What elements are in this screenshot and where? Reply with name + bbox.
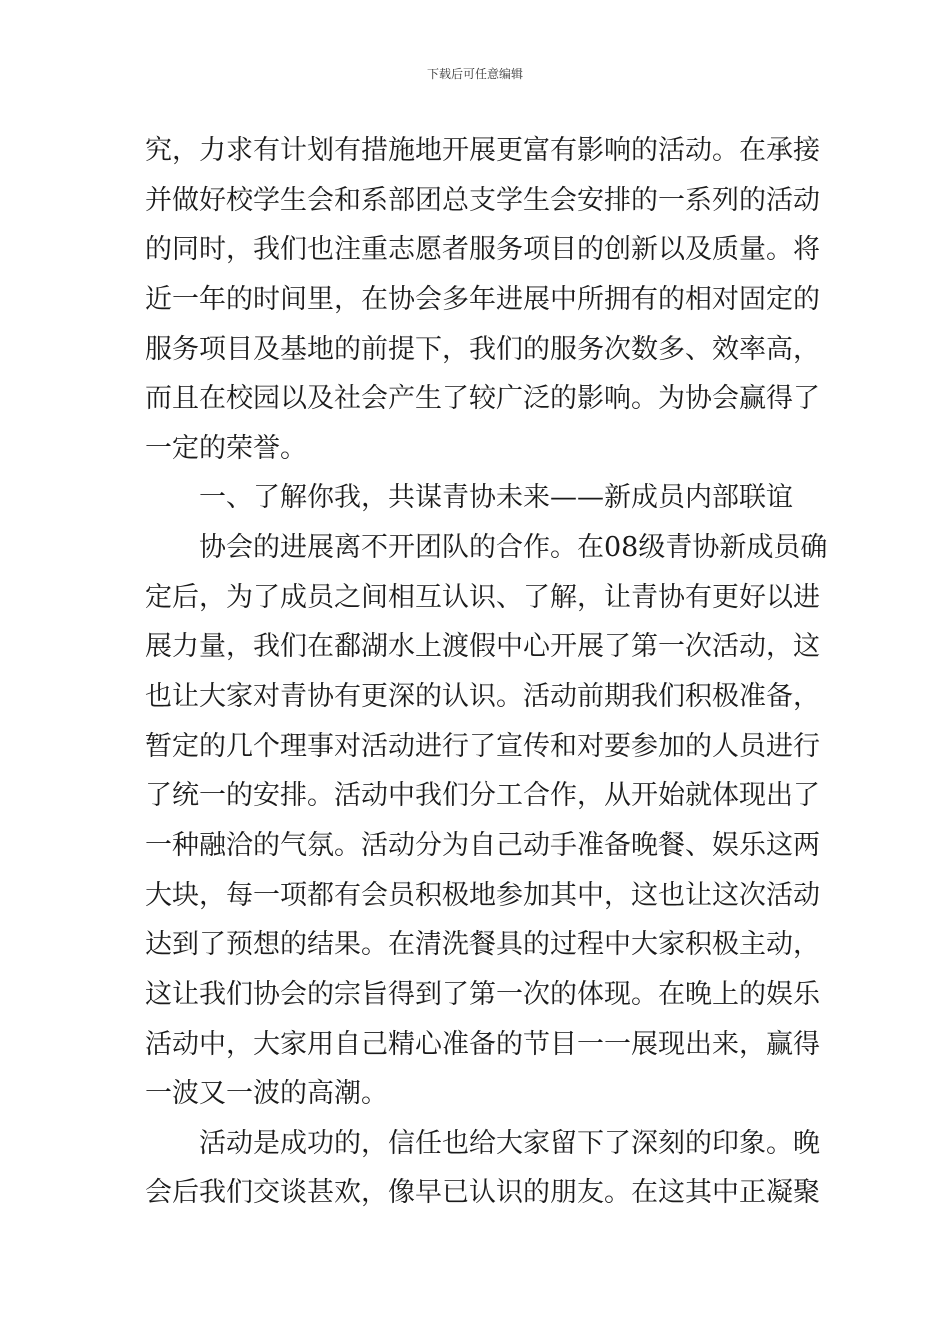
text-line: 一波又一波的高潮。 <box>145 1078 388 1110</box>
text-line: 会后我们交谈甚欢，像早已认识的朋友。在这其中正凝聚 <box>145 1177 820 1209</box>
text-line: 也让大家对青协有更深的认识。活动前期我们积极准备， <box>145 681 820 713</box>
text-line: 展力量，我们在鄱湖水上渡假中心开展了第一次活动，这 <box>145 631 820 663</box>
paragraph-2 <box>145 523 828 1119</box>
text-line: 活动中，大家用自己精心准备的节目一一展现出来，赢得 <box>145 1028 820 1060</box>
text-line: 近一年的时间里，在协会多年进展中所拥有的相对固定的 <box>145 283 820 315</box>
text-line: 这让我们协会的宗旨得到了第一次的体现。在晚上的娱乐 <box>145 978 820 1010</box>
text-line: 达到了预想的结果。在清洗餐具的过程中大家积极主动， <box>145 929 820 961</box>
paragraph-3 <box>145 1119 820 1218</box>
text-line: 协会的进展离不开团队的合作。在08级青协新成员确 <box>199 532 828 564</box>
text-line: 的同时，我们也注重志愿者服务项目的创新以及质量。将 <box>145 234 820 266</box>
text-line: 而且在校园以及社会产生了较广泛的影响。为协会赢得了 <box>145 383 820 415</box>
document-body <box>145 126 828 1218</box>
text-line: 了统一的安排。活动中我们分工合作，从开始就体现出了 <box>145 780 820 812</box>
text-line: 一种融洽的气氛。活动分为自己动手准备晚餐、娱乐这两 <box>145 829 820 861</box>
text-line: 定后，为了成员之间相互认识、了解，让青协有更好以进 <box>145 581 820 613</box>
text-line: 一定的荣誉。 <box>145 432 307 464</box>
paragraph-1 <box>145 126 820 473</box>
text-line: 服务项目及基地的前提下，我们的服务次数多、效率高， <box>145 333 820 365</box>
text-line: 大块，每一项都有会员积极地参加其中，这也让这次活动 <box>145 879 820 911</box>
text-line: 并做好校学生会和系部团总支学生会安排的一系列的活动 <box>145 184 820 216</box>
page-header: 下载后可任意编辑 <box>426 67 523 81</box>
text-line: 活动是成功的，信任也给大家留下了深刻的印象。晚 <box>199 1127 820 1159</box>
section-heading <box>145 473 810 523</box>
text-line: 究，力求有计划有措施地开展更富有影响的活动。在承接 <box>145 135 820 166</box>
text-line: 暂定的几个理事对活动进行了宣传和对要参加的人员进行 <box>145 730 820 762</box>
heading-line: 一、了解你我，共谋青协未来——新成员内部联谊 <box>199 482 793 514</box>
